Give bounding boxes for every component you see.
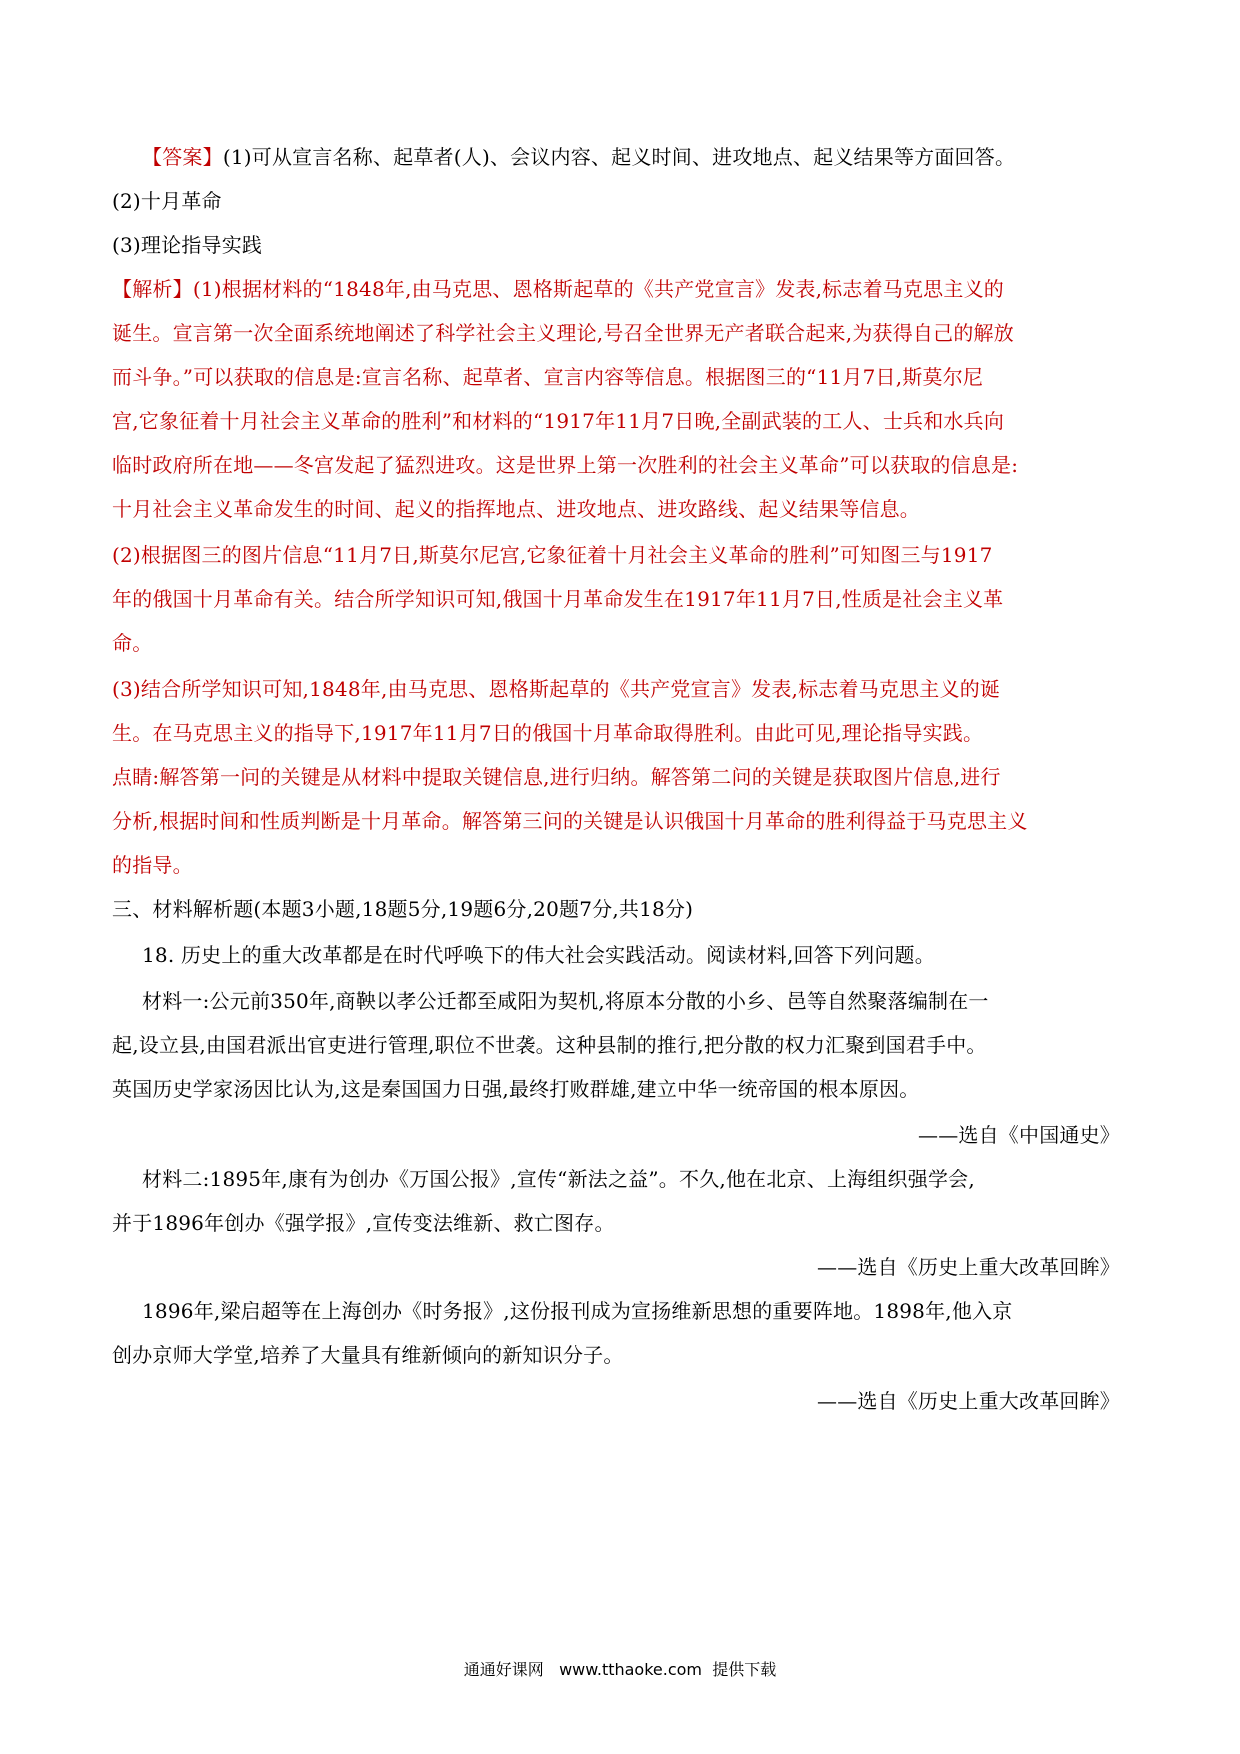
dianjing-line-2: 分析,根据时间和性质判断是十月革命。解答第三问的关键是认识俄国十月革命的胜利得益于马克思主义 xyxy=(112,809,1028,833)
material-1-line-3: 英国历史学家汤因比认为,这是秦国国力日强,最终打败群雄,建立中华一统帝国的根本原因。 xyxy=(112,1077,920,1101)
analysis-line-2: 诞生。宣言第一次全面系统地阐述了科学社会主义理论,号召全世界无产者联合起来,为获得自己的解放 xyxy=(112,321,1014,345)
answer-tag: 【答案】 xyxy=(142,145,223,169)
analysis-q2-line-3: 命。 xyxy=(112,631,153,655)
footer-site-name: 通通好课网 xyxy=(463,1660,544,1679)
analysis-line-4: 宫,它象征着十月社会主义革命的胜利”和材料的“1917年11月7日晚,全副武装的工人、士兵和水兵向 xyxy=(112,409,1005,433)
material-2-line-1: 材料二:1895年,康有为创办《万国公报》,宣传“新法之益”。不久,他在北京、上海组织强学会, xyxy=(142,1167,975,1191)
analysis-tag: 【解析】 xyxy=(112,277,193,301)
analysis-q3-line-1: (3)结合所学知识可知,1848年,由马克思、恩格斯起草的《共产党宣言》发表,标志着马克思主义的诞 xyxy=(112,677,1001,701)
material-1-line-1: 材料一:公元前350年,商鞅以孝公迁都至咸阳为契机,将原本分散的小乡、邑等自然聚落编制在一 xyxy=(142,989,989,1013)
material-3-line-2: 创办京师大学堂,培养了大量具有维新倾向的新知识分子。 xyxy=(112,1343,624,1367)
material-2-source: ——选自《历史上重大改革回眸》 xyxy=(817,1255,1120,1279)
dianjing-line-1: 点睛:解答第一问的关键是从材料中提取关键信息,进行归纳。解答第二问的关键是获取图片信息,进行 xyxy=(112,765,1001,789)
question-18: 18. 历史上的重大改革都是在时代呼唤下的伟大社会实践活动。阅读材料,回答下列问题。 xyxy=(142,943,935,967)
answer-line-3: (3)理论指导实践 xyxy=(112,233,263,257)
material-3-line-1: 1896年,梁启超等在上海创办《时务报》,这份报刊成为宣扬维新思想的重要阵地。1898年,他入京 xyxy=(142,1299,1013,1323)
answer-line-2: (2)十月革命 xyxy=(112,189,222,213)
analysis-q2-line-2: 年的俄国十月革命有关。结合所学知识可知,俄国十月革命发生在1917年11月7日,性质是社会主义革 xyxy=(112,587,1004,611)
answer-line-1: 【答案】(1)可从宣言名称、起草者(人)、会议内容、起义时间、进攻地点、起义结果等方面回答。 xyxy=(142,145,1016,169)
analysis-line-3: 而斗争。”可以获取的信息是:宣言名称、起草者、宣言内容等信息。根据图三的“11月7日,斯莫尔尼 xyxy=(112,365,984,389)
analysis-line-5: 临时政府所在地——冬宫发起了猛烈进攻。这是世界上第一次胜利的社会主义革命”可以获取的信息是: xyxy=(112,453,1019,477)
page-footer xyxy=(0,1658,1240,1682)
material-3-source: ——选自《历史上重大改革回眸》 xyxy=(817,1389,1120,1413)
section-heading: 三、材料解析题(本题3小题,18题5分,19题6分,20题7分,共18分) xyxy=(112,897,694,921)
analysis-q2-line-1: (2)根据图三的图片信息“11月7日,斯莫尔尼宫,它象征着十月社会主义革命的胜利”可知图三与1917 xyxy=(112,543,993,567)
analysis-line-1: 【解析】(1)根据材料的“1848年,由马克思、恩格斯起草的《共产党宣言》发表,标志着马克思主义的 xyxy=(112,277,1004,301)
material-2-line-2: 并于1896年创办《强学报》,宣传变法维新、救亡图存。 xyxy=(112,1211,615,1235)
material-1-line-2: 起,设立县,由国君派出官吏进行管理,职位不世袭。这种县制的推行,把分散的权力汇聚到国君手中。 xyxy=(112,1033,987,1057)
analysis-q3-line-2: 生。在马克思主义的指导下,1917年11月7日的俄国十月革命取得胜利。由此可见,理论指导实践。 xyxy=(112,721,984,745)
footer-url[interactable]: www.tthaoke.com xyxy=(559,1660,703,1679)
footer-suffix: 提供下载 xyxy=(712,1660,777,1679)
analysis-line-6: 十月社会主义革命发生的时间、起义的指挥地点、进攻地点、进攻路线、起义结果等信息。 xyxy=(112,497,920,521)
material-1-source: ——选自《中国通史》 xyxy=(918,1123,1120,1147)
dianjing-line-3: 的指导。 xyxy=(112,853,193,877)
